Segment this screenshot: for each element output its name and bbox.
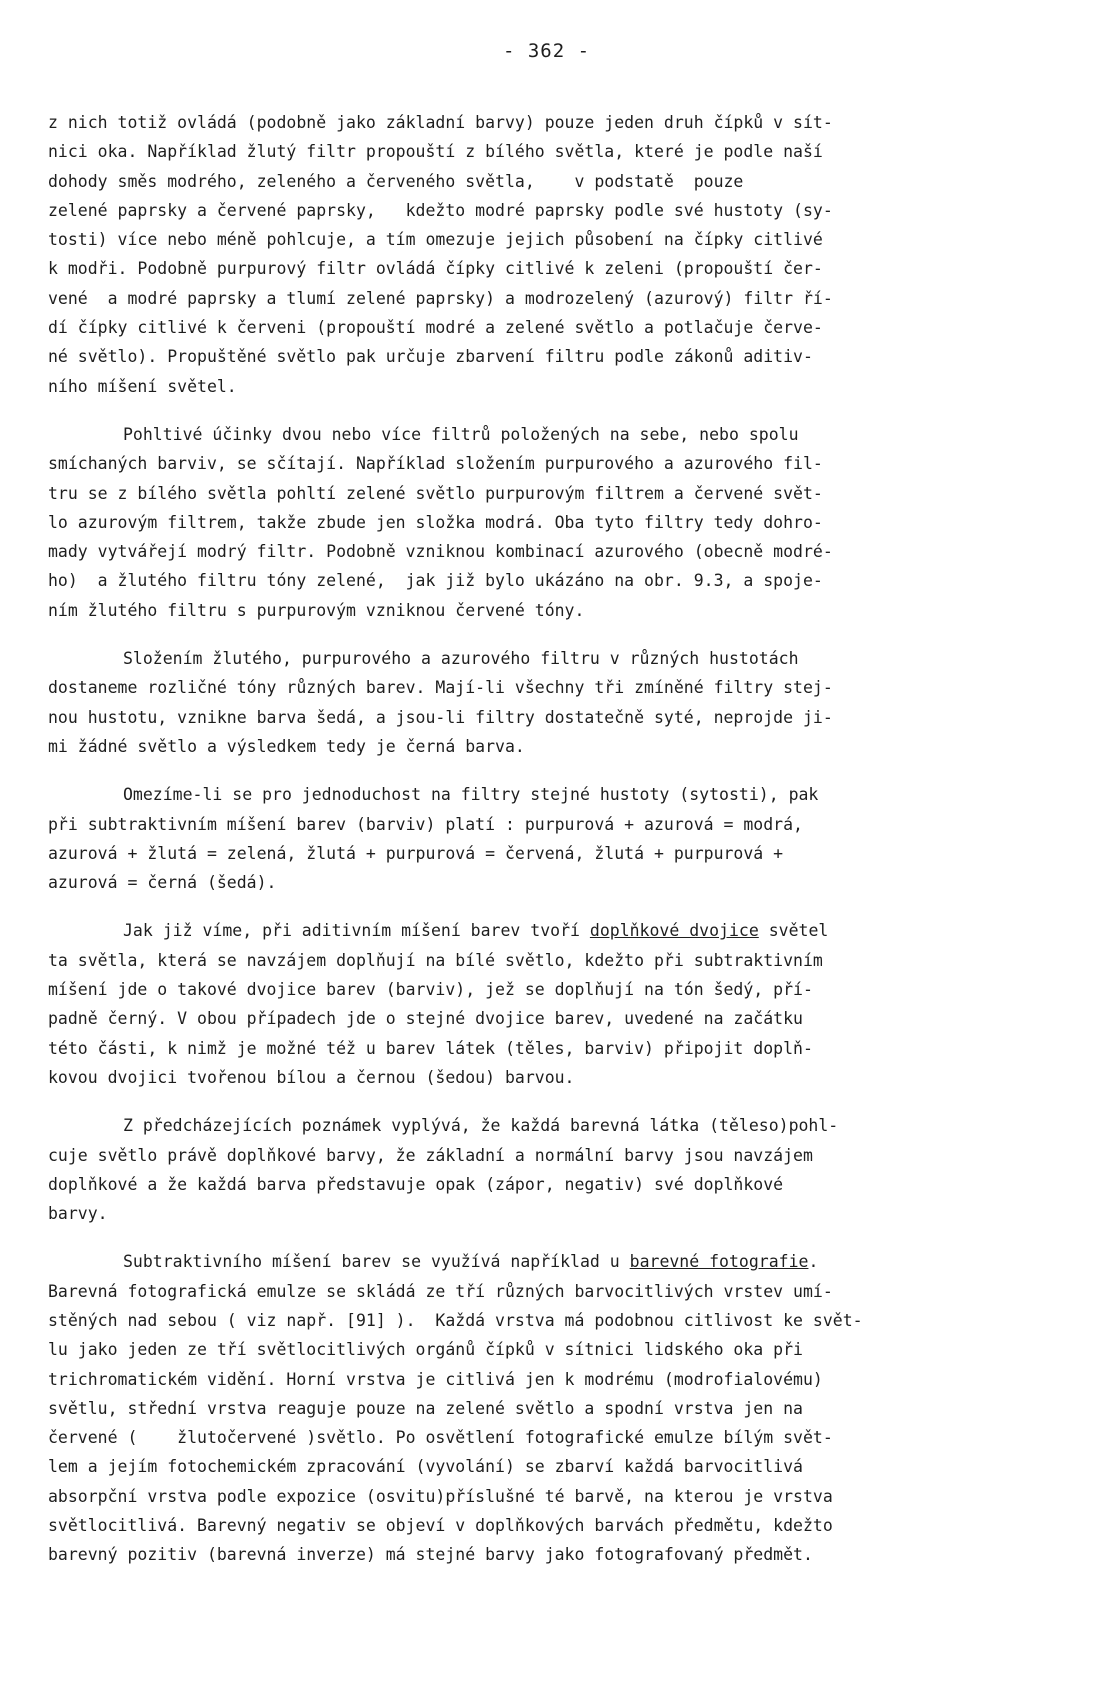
text-line: dí čípky citlivé k červeni (propouští modré a zelené světlo a potlačuje červe- xyxy=(48,318,823,338)
text-line: zelené paprsky a červené paprsky, kdežto modré paprsky podle své hustoty (sy- xyxy=(48,200,833,220)
page-number: - 362 - xyxy=(502,40,591,62)
text-line: azurová + žlutá = zelená, žlutá + purpurová = červená, žlutá + purpurová + xyxy=(48,843,784,863)
text-line: červené ( žlutočervené )světlo. Po osvětlení fotografické emulze bílým svět- xyxy=(48,1428,833,1448)
text-line: k modři. Podobně purpurový filtr ovládá čípky citlivé k zeleni (propouští čer- xyxy=(48,259,823,279)
text-line: lu jako jeden ze tří světlocitlivých orgánů čípků v sítnici lidského oka při xyxy=(48,1340,803,1360)
text-line: Složením žlutého, purpurového a azurového filtru v různých hustotách xyxy=(123,649,799,669)
text-line: stěných nad sebou ( viz např. [91] ). Každá vrstva má podobnou citlivost ke svět- xyxy=(48,1310,863,1330)
text-line: dohody směs modrého, zeleného a červeného světla, v podstatě pouze xyxy=(48,171,744,191)
text-line: vené a modré paprsky a tlumí zelené paprsky) a modrozelený (azurový) filtr ří- xyxy=(48,288,833,308)
text-line: Z předcházejících poznámek vyplývá, že každá barevná látka (těleso)pohl- xyxy=(123,1116,839,1136)
text-line: lem a jejím fotochemickém zpracování (vyvolání) se zbarví každá barvocitlivá xyxy=(48,1457,803,1477)
text-line: ta světla, která se navzájem doplňují na bílé světlo, kdežto při subtraktivním xyxy=(48,950,823,970)
text-line: tru se z bílého světla pohltí zelené světlo purpurovým filtrem a červené svět- xyxy=(48,483,823,503)
text-line: padně černý. V obou případech jde o stejné dvojice barev, uvedené na začátku xyxy=(48,1009,803,1029)
text-line: při subtraktivním míšení barev (barviv) platí : purpurová + azurová = modrá, xyxy=(48,814,803,834)
text-line: cuje světlo právě doplňkové barvy, že základní a normální barvy jsou navzájem xyxy=(48,1145,813,1165)
paragraph xyxy=(48,420,1048,625)
text-line: dostaneme rozličné tóny různých barev. Mají-li všechny tři zmíněné filtry stej- xyxy=(48,678,833,698)
text-line: Jak již víme, při aditivním míšení barev tvoří doplňkové dvojice světel xyxy=(123,921,829,941)
text-line: ním žlutého filtru s purpurovým vzniknou červené tóny. xyxy=(48,600,585,620)
paragraph xyxy=(48,1247,1048,1569)
underlined-term: barevné fotografie xyxy=(629,1252,809,1272)
paragraph xyxy=(48,108,1048,401)
text-line: absorpční vrstva podle expozice (osvitu)příslušné té barvě, na kterou je vrstva xyxy=(48,1486,833,1506)
text-line: smíchaných barviv, se sčítají. Například složením purpurového a azurového fil- xyxy=(48,454,823,474)
underlined-term: doplňkové dvojice xyxy=(589,921,759,941)
text-line: Omezíme-li se pro jednoduchost na filtry stejné hustoty (sytosti), pak xyxy=(123,785,819,805)
text-line: Subtraktivního míšení barev se využívá například u barevné fotografie. xyxy=(123,1252,819,1272)
text-line: světlu, střední vrstva reaguje pouze na zelené světlo a spodní vrstva jen na xyxy=(48,1398,803,1418)
text-line: Pohltivé účinky dvou nebo více filtrů položených na sebe, nebo spolu xyxy=(123,424,799,444)
text-line: kovou dvojici tvořenou bílou a černou (šedou) barvou. xyxy=(48,1067,575,1087)
paragraph xyxy=(48,644,1048,761)
text-line: trichromatickém vidění. Horní vrstva je citlivá jen k modrému (modrofialovému) xyxy=(48,1369,823,1389)
text-line: z nich totiž ovládá (podobně jako základní barvy) pouze jeden druh čípků v sít- xyxy=(48,113,833,132)
text-line: míšení jde o takové dvojice barev (barviv), jež se doplňují na tón šedý, pří- xyxy=(48,980,813,1000)
text-line: barevný pozitiv (barevná inverze) má stejné barvy jako fotografovaný předmět. xyxy=(48,1545,813,1565)
text-line: nici oka. Například žlutý filtr propouští z bílého světla, které je podle naší xyxy=(48,142,823,162)
text-line: Barevná fotografická emulze se skládá ze tří různých barvocitlivých vrstev umí- xyxy=(48,1281,833,1301)
text-line: lo azurovým filtrem, takže zbude jen složka modrá. Oba tyto filtry tedy dohro- xyxy=(48,512,823,532)
text-line: této části, k nimž je možné též u barev látek (těles, barviv) připojit doplň- xyxy=(48,1038,813,1058)
text-line: nou hustotu, vznikne barva šedá, a jsou-li filtry dostatečně syté, neprojde ji- xyxy=(48,707,833,727)
text-line: azurová = černá (šedá). xyxy=(48,873,277,893)
text-line: tosti) více nebo méně pohlcuje, a tím omezuje jejich působení na čípky citlivé xyxy=(48,230,823,250)
text-line: doplňkové a že každá barva představuje opak (zápor, negativ) své doplňkové xyxy=(48,1174,784,1194)
text-line: mady vytvářejí modrý filtr. Podobně vzniknou kombinací azurového (obecně modré- xyxy=(48,542,833,562)
paragraph xyxy=(48,780,1048,897)
text-line: ního míšení světel. xyxy=(48,376,237,396)
paragraph xyxy=(48,916,1048,1092)
text-line: mi žádné světlo a výsledkem tedy je černá barva. xyxy=(48,736,525,756)
text-line: světlocitlivá. Barevný negativ se objeví v doplňkových barvách předmětu, kdežto xyxy=(48,1516,833,1536)
text-line: né světlo). Propuštěné světlo pak určuje zbarvení filtru podle zákonů aditiv- xyxy=(48,347,813,367)
text-line: ho) a žlutého filtru tóny zelené, jak již bylo ukázáno na obr. 9.3, a spoje- xyxy=(48,571,823,591)
paragraph xyxy=(48,1111,1048,1228)
text-line: barvy. xyxy=(48,1204,108,1224)
page-content xyxy=(48,108,1048,1589)
